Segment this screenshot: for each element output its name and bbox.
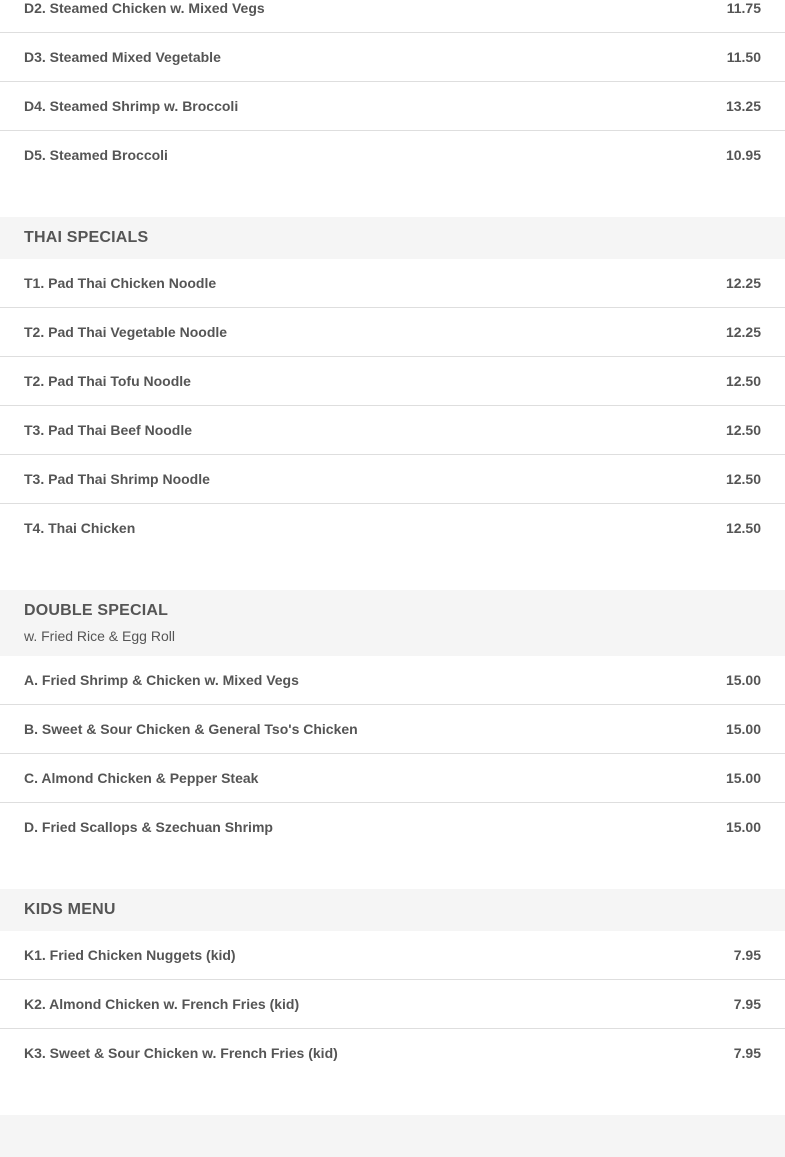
menu-item-name: D5. Steamed Broccoli [24, 147, 168, 163]
menu-item-price: 15.00 [725, 721, 761, 737]
menu-item-row[interactable] [0, 1029, 785, 1077]
menu-item-price: 10.95 [725, 147, 761, 163]
menu-item-name: C. Almond Chicken & Pepper Steak [24, 770, 259, 786]
menu-item-price: 12.50 [725, 373, 761, 389]
section-spacer [0, 552, 785, 590]
section-title: DOUBLE SPECIAL [24, 602, 169, 619]
section-title: THAI SPECIALS [24, 229, 149, 246]
menu-item-name: K2. Almond Chicken w. French Fries (kid) [24, 996, 300, 1012]
menu-item-name: D3. Steamed Mixed Vegetable [24, 49, 221, 65]
menu-item-name: D2. Steamed Chicken w. Mixed Vegs [24, 0, 265, 16]
menu-item-price: 11.75 [726, 0, 761, 16]
menu-item-row[interactable] [0, 803, 785, 851]
menu-item-name: K3. Sweet & Sour Chicken w. French Fries (kid) [24, 1045, 338, 1061]
menu-item-name: B. Sweet & Sour Chicken & General Tso's Chicken [24, 721, 358, 737]
menu-item-price: 15.00 [725, 770, 761, 786]
menu-item-name: T3. Pad Thai Shrimp Noodle [24, 471, 210, 487]
menu-item-row[interactable] [0, 82, 785, 131]
menu-item-price: 7.95 [733, 947, 761, 963]
menu-item-price: 13.25 [725, 98, 761, 114]
menu-item-row[interactable] [0, 406, 785, 455]
menu-item-row[interactable] [0, 33, 785, 82]
menu-section-0 [0, 0, 785, 179]
section-spacer [0, 851, 785, 889]
menu-item-row[interactable] [0, 259, 785, 308]
menu-section-kids-menu [0, 851, 785, 1077]
menu-item-name: T2. Pad Thai Vegetable Noodle [24, 324, 228, 340]
menu-section-thai-specials [0, 179, 785, 552]
menu-item-name: K1. Fried Chicken Nuggets (kid) [24, 947, 236, 963]
section-spacer [0, 179, 785, 217]
section-header [0, 217, 785, 259]
menu-item-price: 12.25 [725, 275, 761, 291]
menu-item-row[interactable] [0, 0, 785, 33]
menu-item-name: T1. Pad Thai Chicken Noodle [24, 275, 217, 291]
section-header [0, 1115, 785, 1157]
menu-item-price: 7.95 [733, 1045, 761, 1061]
menu-item-price: 7.95 [733, 996, 761, 1012]
menu-item-price: 15.00 [725, 672, 761, 688]
menu-item-price: 12.50 [725, 422, 761, 438]
menu-item-name: T4. Thai Chicken [24, 520, 136, 536]
menu-section-4 [0, 1077, 785, 1157]
section-header [0, 590, 785, 656]
menu-item-name: T3. Pad Thai Beef Noodle [24, 422, 193, 438]
menu-item-price: 15.00 [725, 819, 761, 835]
menu-item-row[interactable] [0, 980, 785, 1029]
menu-item-row[interactable] [0, 931, 785, 980]
menu-item-price: 12.25 [725, 324, 761, 340]
menu-section-double-special [0, 552, 785, 851]
menu-item-row[interactable] [0, 754, 785, 803]
menu-item-row[interactable] [0, 705, 785, 754]
section-header [0, 889, 785, 931]
menu-item-row[interactable] [0, 357, 785, 406]
menu-item-row[interactable] [0, 656, 785, 705]
menu-item-row[interactable] [0, 308, 785, 357]
menu-item-row[interactable] [0, 504, 785, 552]
section-spacer [0, 1077, 785, 1115]
menu-item-price: 12.50 [725, 520, 761, 536]
menu-item-row[interactable] [0, 455, 785, 504]
menu-item-name: T2. Pad Thai Tofu Noodle [24, 373, 191, 389]
menu-item-price: 11.50 [726, 49, 761, 65]
menu-item-row[interactable] [0, 131, 785, 179]
section-title: KIDS MENU [24, 901, 116, 918]
menu-item-name: D. Fried Scallops & Szechuan Shrimp [24, 819, 273, 835]
section-subtitle: w. Fried Rice & Egg Roll [24, 628, 175, 644]
menu-item-name: D4. Steamed Shrimp w. Broccoli [24, 98, 239, 114]
menu-item-price: 12.50 [725, 471, 761, 487]
menu-item-name: A. Fried Shrimp & Chicken w. Mixed Vegs [24, 672, 299, 688]
